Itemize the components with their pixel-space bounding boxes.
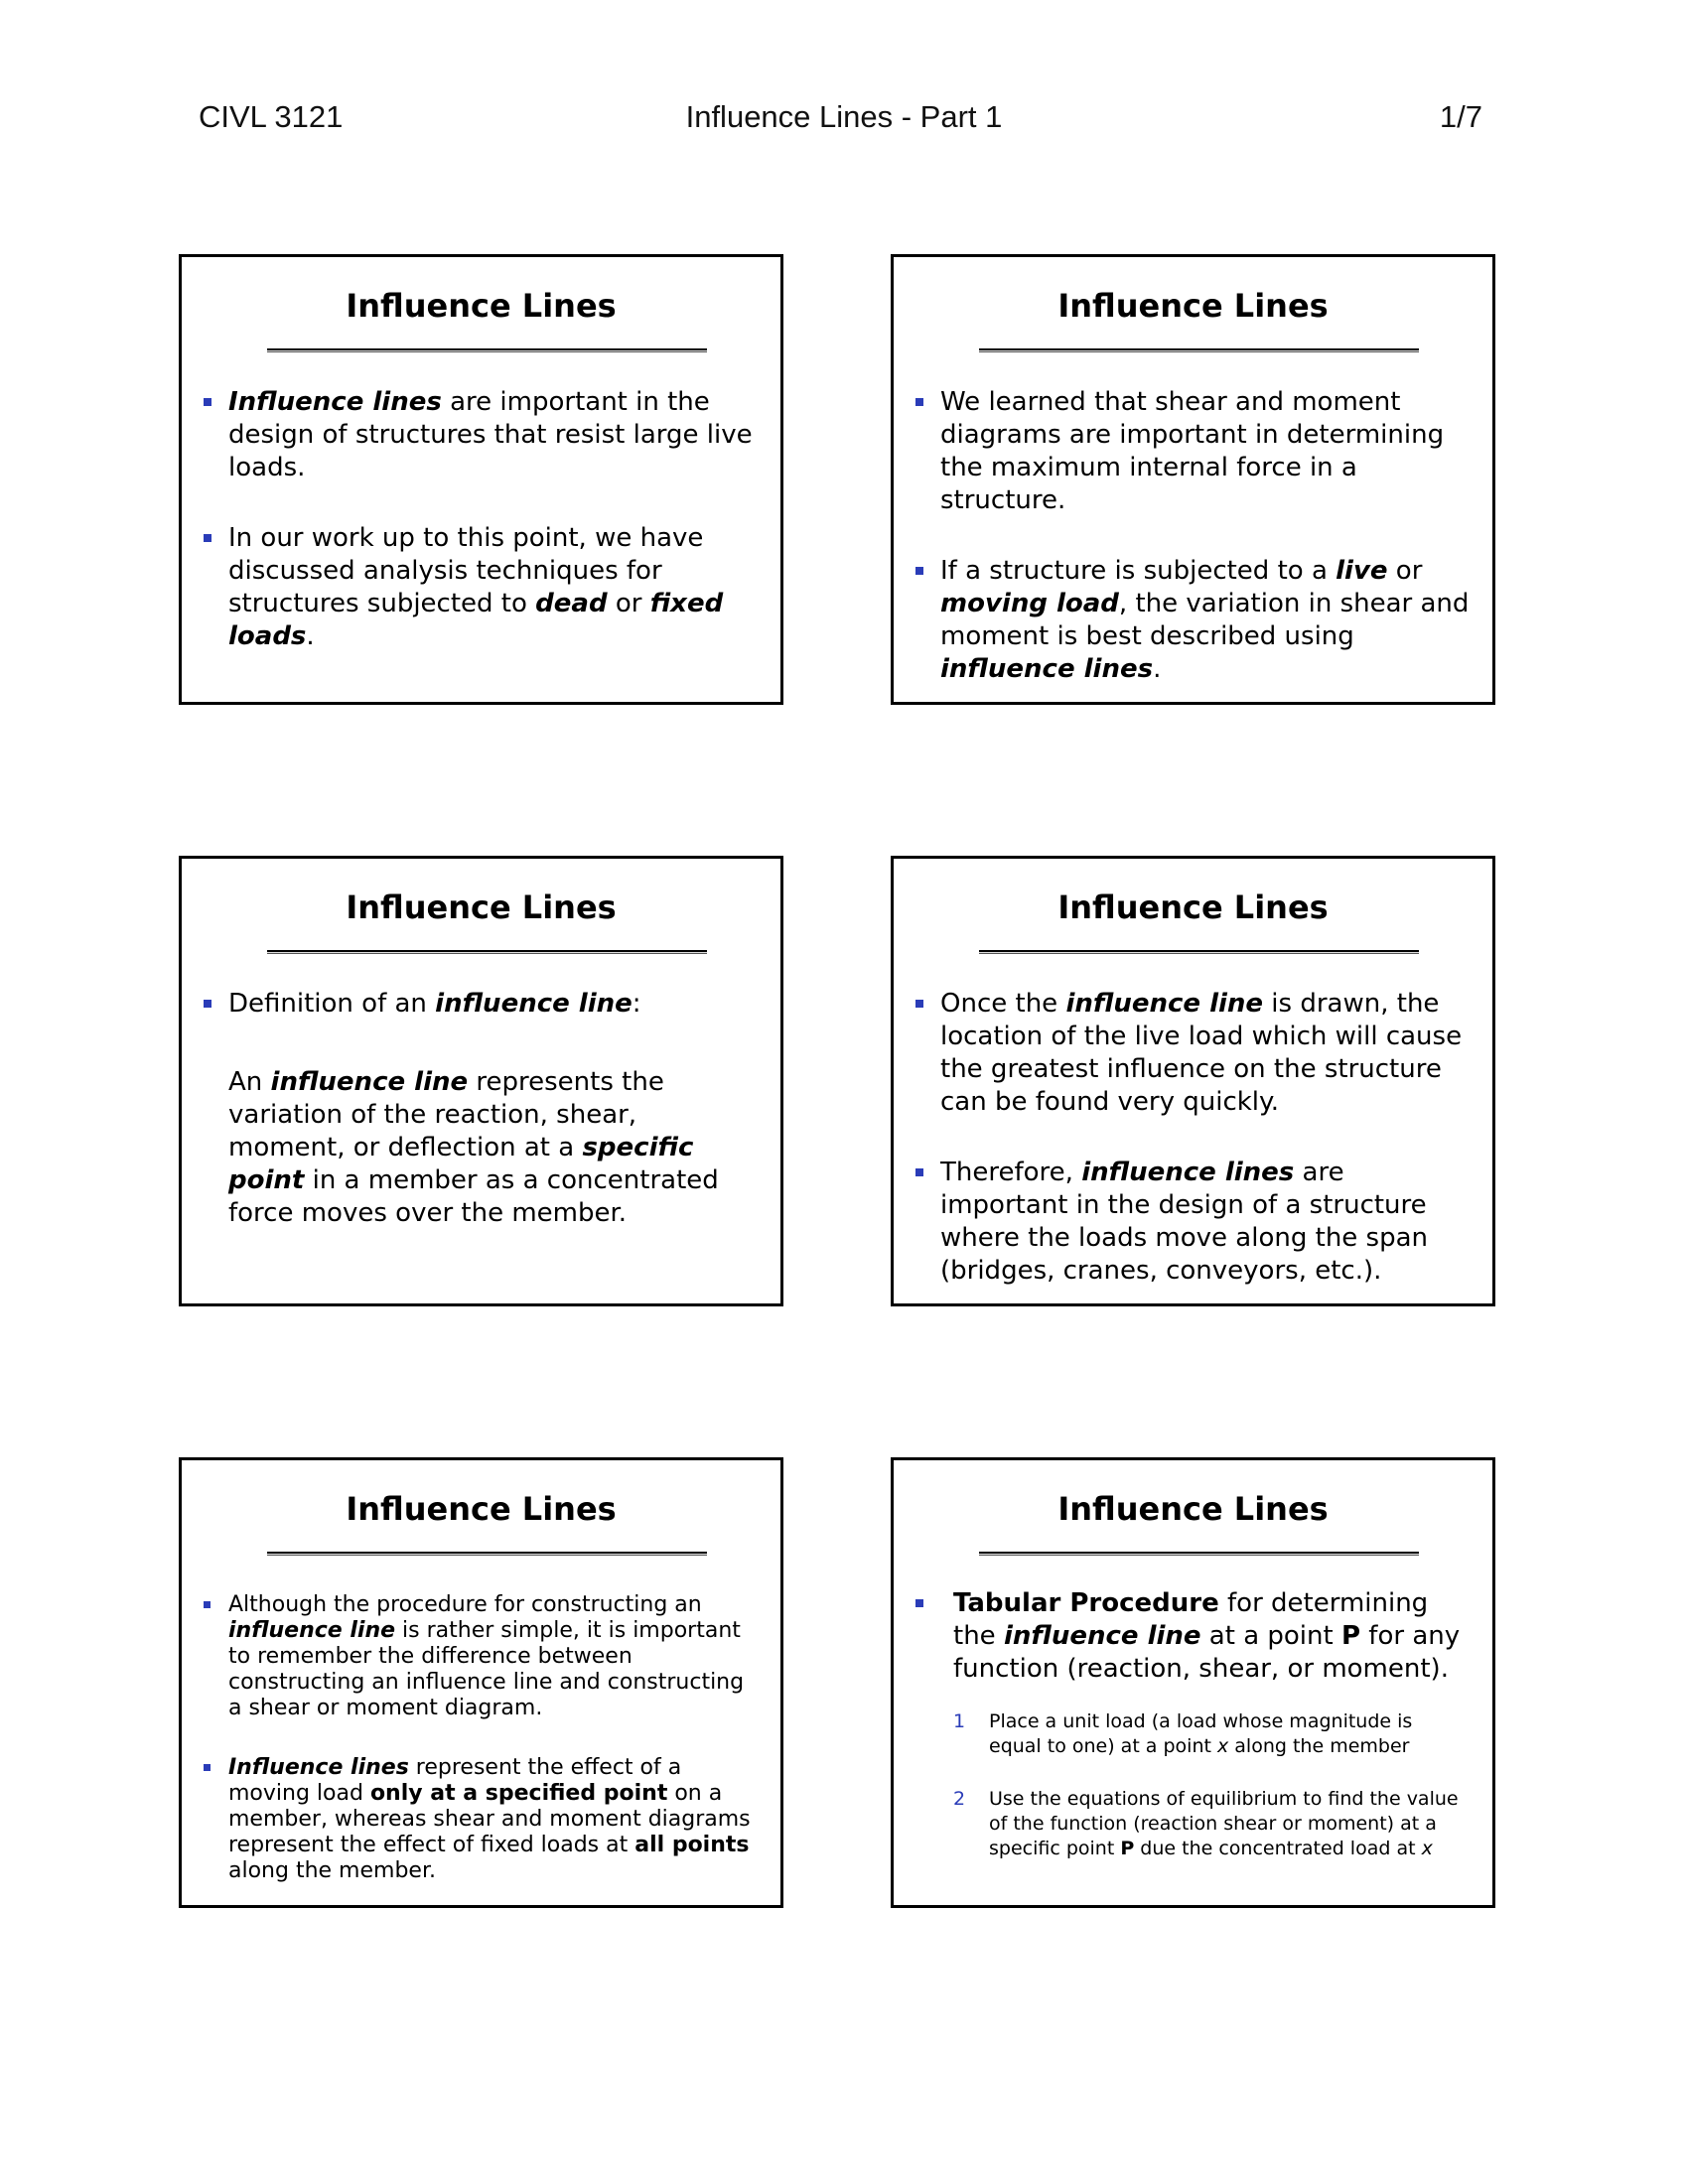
bullet-item: Tabular Procedure for determining the influence line at a point P for any function (reaction, shear, or moment). (915, 1587, 1471, 1686)
slide-1 (179, 254, 783, 705)
slide-5 (179, 1457, 783, 1908)
slide-4 (891, 856, 1495, 1306)
course-code: CIVL 3121 (199, 99, 344, 134)
slide-2 (891, 254, 1495, 705)
title-divider (979, 1552, 1419, 1556)
slide-title: Influence Lines (346, 1490, 617, 1528)
bullet-item: We learned that shear and moment diagrams are important in determining the maximum internal force in a structure. (915, 386, 1471, 517)
bullet-item: Although the procedure for constructing an influence line is rather simple, it is important to remember the difference between constructing an influence line and constructing a shear or moment diagram. (204, 1592, 759, 1721)
title-divider (267, 1552, 707, 1556)
bullet-item: Influence lines are important in the design of structures that resist large live loads. (204, 386, 759, 484)
slide-body (915, 386, 1471, 724)
bullet-item: If a structure is subjected to a live or moving load, the variation in shear and moment is best described using influence lines. (915, 555, 1471, 686)
slide-body (204, 1592, 759, 1918)
page-number: 1/7 (1439, 99, 1482, 134)
slide-body (915, 988, 1471, 1325)
list-item: 2 Use the equations of equilibrium to find the value of the function (reaction shear or moment) at a specific point P due the concentrated load at x (953, 1788, 1459, 1859)
slide-title: Influence Lines (346, 287, 617, 325)
bullet-item: In our work up to this point, we have discussed analysis techniques for structures subjected to dead or fixed loads. (204, 522, 759, 653)
slide-body (204, 386, 759, 691)
bullet-item: Therefore, influence lines are important in the design of a structure where the loads move along the span (bridges, cranes, conveyors, etc.). (915, 1157, 1471, 1288)
title-divider (267, 348, 707, 352)
slide-3 (179, 856, 783, 1306)
definition-paragraph: An influence line represents the variation of the reaction, shear, moment, or deflection at a specific point in a member as a concentrated force moves over the member. (228, 1067, 719, 1228)
bullet-item: Influence lines represent the effect of a moving load only at a specified point on a member, whereas shear and moment diagrams represent the effect of fixed loads at all points along the member. (204, 1755, 759, 1884)
slide-title: Influence Lines (1057, 287, 1329, 325)
title-divider (979, 348, 1419, 352)
slide-body (915, 1587, 1471, 1889)
slide-6 (891, 1457, 1495, 1908)
bullet-item: Once the influence line is drawn, the location of the live load which will cause the greatest influence on the structure can be found very quickly. (915, 988, 1471, 1119)
slide-title: Influence Lines (1057, 1490, 1329, 1528)
procedure-steps (915, 1709, 1471, 1861)
page-header (0, 99, 1688, 139)
document-title: Influence Lines - Part 1 (685, 99, 1003, 134)
title-divider (979, 950, 1419, 954)
bullet-item: Definition of an influence line: (204, 988, 759, 1021)
slide-title: Influence Lines (346, 888, 617, 926)
list-item: 1 Place a unit load (a load whose magnitude is equal to one) at a point x along the member (953, 1710, 1413, 1757)
slide-title: Influence Lines (1057, 888, 1329, 926)
slide-body (204, 988, 759, 1230)
title-divider (267, 950, 707, 954)
